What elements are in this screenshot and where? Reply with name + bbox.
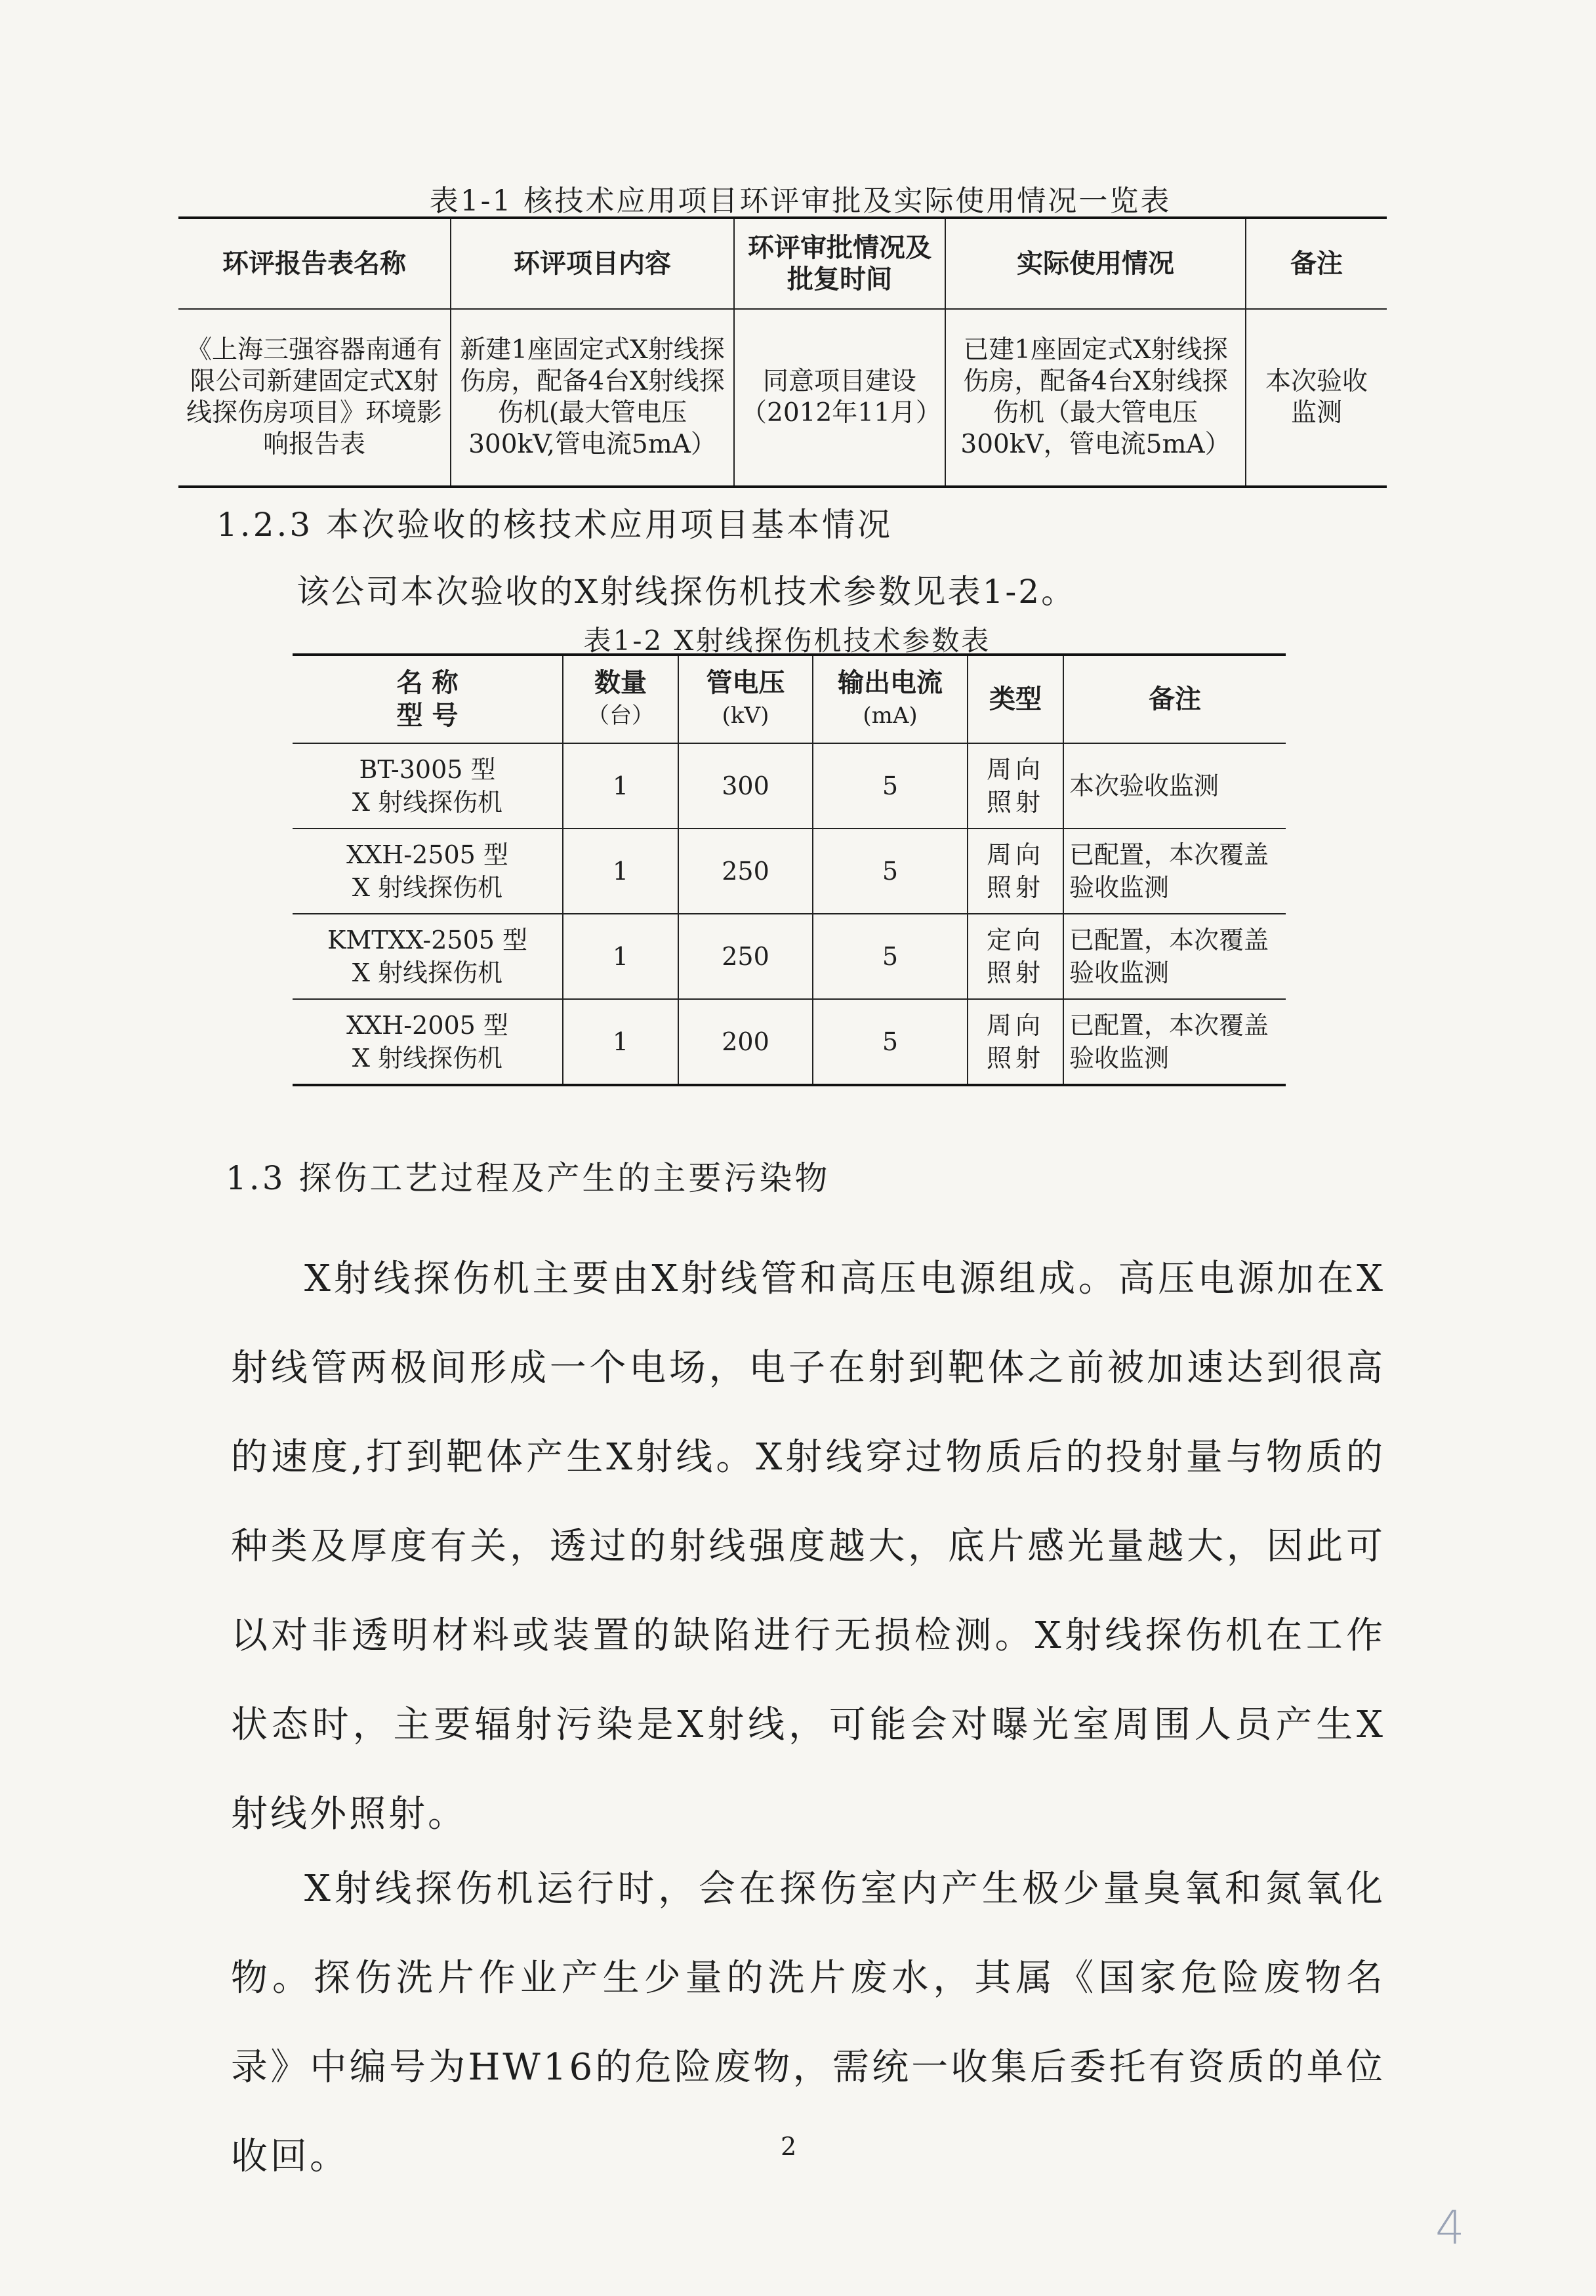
cell-voltage: 250 bbox=[678, 829, 813, 914]
header-quantity-unit: （台） bbox=[587, 703, 654, 729]
header-name-model bbox=[293, 655, 563, 743]
device-text: X 射线探伤机 bbox=[352, 1044, 503, 1073]
type-direction: 周向 bbox=[986, 840, 1044, 869]
type-direction: 周向 bbox=[986, 1011, 1044, 1040]
header-actual-use: 实际使用情况 bbox=[945, 218, 1246, 309]
table-header-row bbox=[178, 218, 1387, 309]
cell-current: 5 bbox=[813, 743, 968, 829]
cell-current: 5 bbox=[813, 829, 968, 914]
paragraph-process: X射线探伤机主要由X射线管和高压电源组成。高压电源加在X射线管两极间形成一个电场，电子在射到靶体之前被加速达到很高的速度,打到靶体产生X射线。X射线穿过物质后的投射量与物质的种类及厚度有关，透过的射线强度越大，底片感光量越大，因此可以对非透明材料或装置的缺陷进行无损检测。X射线探伤机在工作状态时，主要辐射污染是X射线，可能会对曝光室周围人员产生X射线外照射。 bbox=[231, 1258, 1385, 1835]
cell-model bbox=[293, 999, 563, 1085]
header-quantity-label: 数量 bbox=[594, 668, 647, 698]
header-model: 型 号 bbox=[396, 701, 459, 731]
cell-type bbox=[968, 743, 1063, 829]
header-voltage bbox=[678, 655, 813, 743]
device-text: X 射线探伤机 bbox=[352, 788, 503, 817]
page-number: 2 bbox=[781, 2132, 797, 2161]
model-text: XXH-2505 型 bbox=[346, 840, 508, 869]
cell-type bbox=[968, 914, 1063, 999]
cell-actual-use: 已建1座固定式X射线探伤房，配备4台X射线探伤机（最大管电压300kV，管电流5mA） bbox=[945, 309, 1246, 487]
model-text: BT-3005 型 bbox=[359, 755, 496, 784]
cell-note: 已配置，本次覆盖验收监测 bbox=[1063, 829, 1286, 914]
xray-parameter-table bbox=[293, 653, 1286, 1086]
cell-note: 已配置，本次覆盖验收监测 bbox=[1063, 914, 1286, 999]
cell-note: 本次验收监测 bbox=[1063, 743, 1286, 829]
header-current-label: 输出电流 bbox=[838, 668, 943, 698]
cell-model bbox=[293, 914, 563, 999]
type-direction: 定向 bbox=[986, 926, 1044, 954]
type-direction: 周向 bbox=[986, 755, 1044, 784]
cell-voltage: 250 bbox=[678, 914, 813, 999]
cell-model bbox=[293, 829, 563, 914]
header-report-name: 环评报告表名称 bbox=[178, 218, 451, 309]
cell-type bbox=[968, 999, 1063, 1085]
header-voltage-unit: (kV) bbox=[722, 703, 769, 729]
section-heading-1-2-3: 1.2.3 本次验收的核技术应用项目基本情况 bbox=[216, 506, 893, 544]
cell-report-name: 《上海三强容器南通有限公司新建固定式X射线探伤房项目》环境影响报告表 bbox=[178, 309, 451, 487]
table-row bbox=[293, 743, 1286, 829]
header-approval-status: 环评审批情况及批复时间 bbox=[734, 218, 945, 309]
header-current-unit: (mA) bbox=[863, 703, 918, 729]
model-text: KMTXX-2505 型 bbox=[327, 926, 528, 954]
cell-quantity: 1 bbox=[563, 829, 678, 914]
header-remarks: 备注 bbox=[1246, 218, 1387, 309]
cell-current: 5 bbox=[813, 914, 968, 999]
header-type: 类型 bbox=[968, 655, 1063, 743]
cell-type bbox=[968, 829, 1063, 914]
handwritten-mark: 4 bbox=[1435, 2201, 1465, 2255]
table2-caption: 表1-2 X射线探伤机技术参数表 bbox=[583, 625, 991, 657]
cell-quantity: 1 bbox=[563, 743, 678, 829]
type-mode: 照射 bbox=[986, 873, 1044, 902]
table-row bbox=[293, 914, 1286, 999]
header-voltage-label: 管电压 bbox=[706, 668, 785, 698]
cell-current: 5 bbox=[813, 999, 968, 1085]
cell-quantity: 1 bbox=[563, 914, 678, 999]
cell-project-content: 新建1座固定式X射线探伤房，配备4台X射线探伤机(最大管电压300kV,管电流5mA） bbox=[451, 309, 734, 487]
model-text: XXH-2005 型 bbox=[346, 1011, 508, 1040]
cell-voltage: 300 bbox=[678, 743, 813, 829]
table-row bbox=[293, 999, 1286, 1085]
cell-voltage: 200 bbox=[678, 999, 813, 1085]
approval-table bbox=[178, 216, 1387, 488]
section-heading-1-3: 1.3 探伤工艺过程及产生的主要污染物 bbox=[226, 1159, 830, 1197]
table-header-row bbox=[293, 655, 1286, 743]
cell-remarks: 本次验收监测 bbox=[1246, 309, 1387, 487]
table-row bbox=[293, 829, 1286, 914]
cell-model bbox=[293, 743, 563, 829]
header-name: 名 称 bbox=[396, 668, 459, 698]
header-quantity bbox=[563, 655, 678, 743]
type-mode: 照射 bbox=[986, 788, 1044, 817]
device-text: X 射线探伤机 bbox=[352, 873, 503, 902]
cell-note: 已配置，本次覆盖验收监测 bbox=[1063, 999, 1286, 1085]
device-text: X 射线探伤机 bbox=[352, 958, 503, 987]
header-current bbox=[813, 655, 968, 743]
type-mode: 照射 bbox=[986, 1044, 1044, 1073]
table-row bbox=[178, 309, 1387, 487]
table1-caption: 表1-1 核技术应用项目环评审批及实际使用情况一览表 bbox=[429, 184, 1172, 218]
type-mode: 照射 bbox=[986, 958, 1044, 987]
section-intro: 该公司本次验收的X射线探伤机技术参数见表1-2。 bbox=[297, 573, 1076, 611]
header-note: 备注 bbox=[1063, 655, 1286, 743]
paragraph-pollutants: X射线探伤机运行时，会在探伤室内产生极少量臭氧和氮氧化物。探伤洗片作业产生少量的洗片废水，其属《国家危险废物名录》中编号为HW16的危险废物，需统一收集后委托有资质的单位收回。 bbox=[231, 1868, 1385, 2178]
header-project-content: 环评项目内容 bbox=[451, 218, 734, 309]
cell-quantity: 1 bbox=[563, 999, 678, 1085]
cell-approval-status: 同意项目建设（2012年11月） bbox=[734, 309, 945, 487]
